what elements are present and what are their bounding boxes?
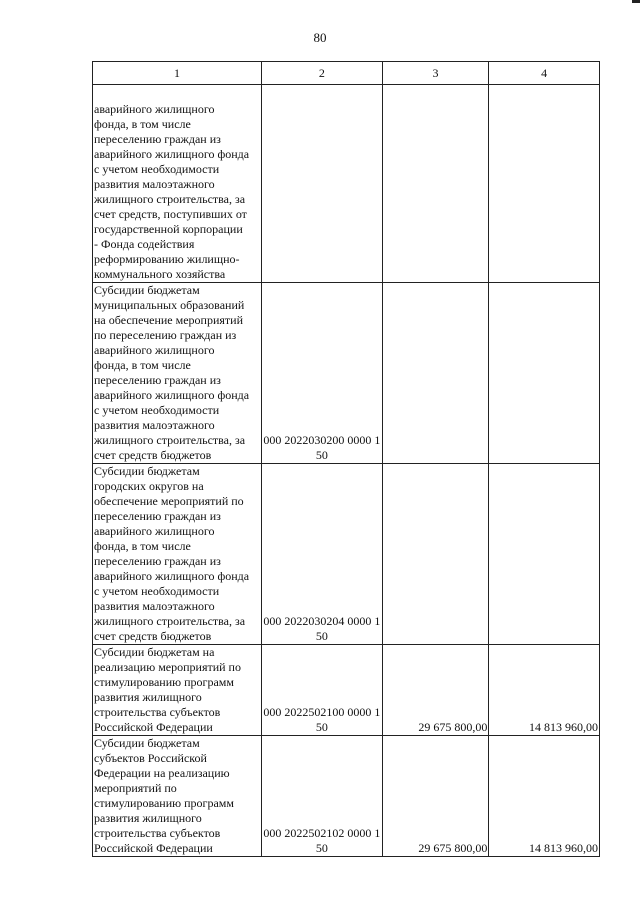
row-code-cell: 000 2022502100 0000 150: [262, 645, 383, 736]
row-amount-col4: [489, 85, 600, 283]
row-amount-col4: [489, 283, 600, 464]
row-code-cell: 000 2022030200 0000 150: [262, 283, 383, 464]
table-row: [93, 645, 600, 736]
table-row: [93, 85, 600, 283]
row-name-cell: Субсидии бюджетам муниципальных образований на обеспечение мероприятий по переселению граждан из аварийного жилищного фонда, в том числе переселению граждан из аварийного жилищного фонда с учетом необходимости развития малоэтажного жилищного строительства, за счет средств бюджетов: [93, 283, 262, 464]
row-code-cell: 000 2022502102 0000 150: [262, 736, 383, 857]
row-name-cell: Субсидии бюджетам городских округов на обеспечение мероприятий по переселению граждан из аварийного жилищного фонда, в том числе переселению граждан из аварийного жилищного фонда с учетом необходимости развития малоэтажного жилищного строительства, за счет средств бюджетов: [93, 464, 262, 645]
row-amount-col3: 29 675 800,00: [382, 645, 489, 736]
table-row: [93, 464, 600, 645]
column-header-3: 3: [382, 62, 489, 85]
row-amount-col4: 14 813 960,00: [489, 736, 600, 857]
scan-edge-mark: [632, 0, 640, 3]
row-amount-col3: 29 675 800,00: [382, 736, 489, 857]
table-row: [93, 283, 600, 464]
row-name-cell: Субсидии бюджетам на реализацию мероприятий по стимулированию программ развития жилищного строительства субъектов Российской Федерации: [93, 645, 262, 736]
page-number: 80: [313, 30, 327, 45]
row-name-cell: аварийного жилищного фонда, в том числе переселению граждан из аварийного жилищного фонда с учетом необходимости развития малоэтажного жилищного строительства, за счет средств, поступивших от государственной корпорации - Фонда содействия реформированию жилищно- коммунального хозяйства: [93, 85, 262, 283]
column-header-1: 1: [93, 62, 262, 85]
table-row: [93, 736, 600, 857]
row-amount-col3: [382, 464, 489, 645]
column-header-2: 2: [262, 62, 383, 85]
column-header-4: 4: [489, 62, 600, 85]
row-amount-col3: [382, 85, 489, 283]
table-header-row: [93, 62, 600, 85]
row-code-cell: [262, 85, 383, 283]
row-amount-col3: [382, 283, 489, 464]
row-name-cell: Субсидии бюджетам субъектов Российской Федерации на реализацию мероприятий по стимулированию программ развития жилищного строительства субъектов Российской Федерации: [93, 736, 262, 857]
row-amount-col4: 14 813 960,00: [489, 645, 600, 736]
row-amount-col4: [489, 464, 600, 645]
row-code-cell: 000 2022030204 0000 150: [262, 464, 383, 645]
budget-table: [92, 61, 600, 857]
